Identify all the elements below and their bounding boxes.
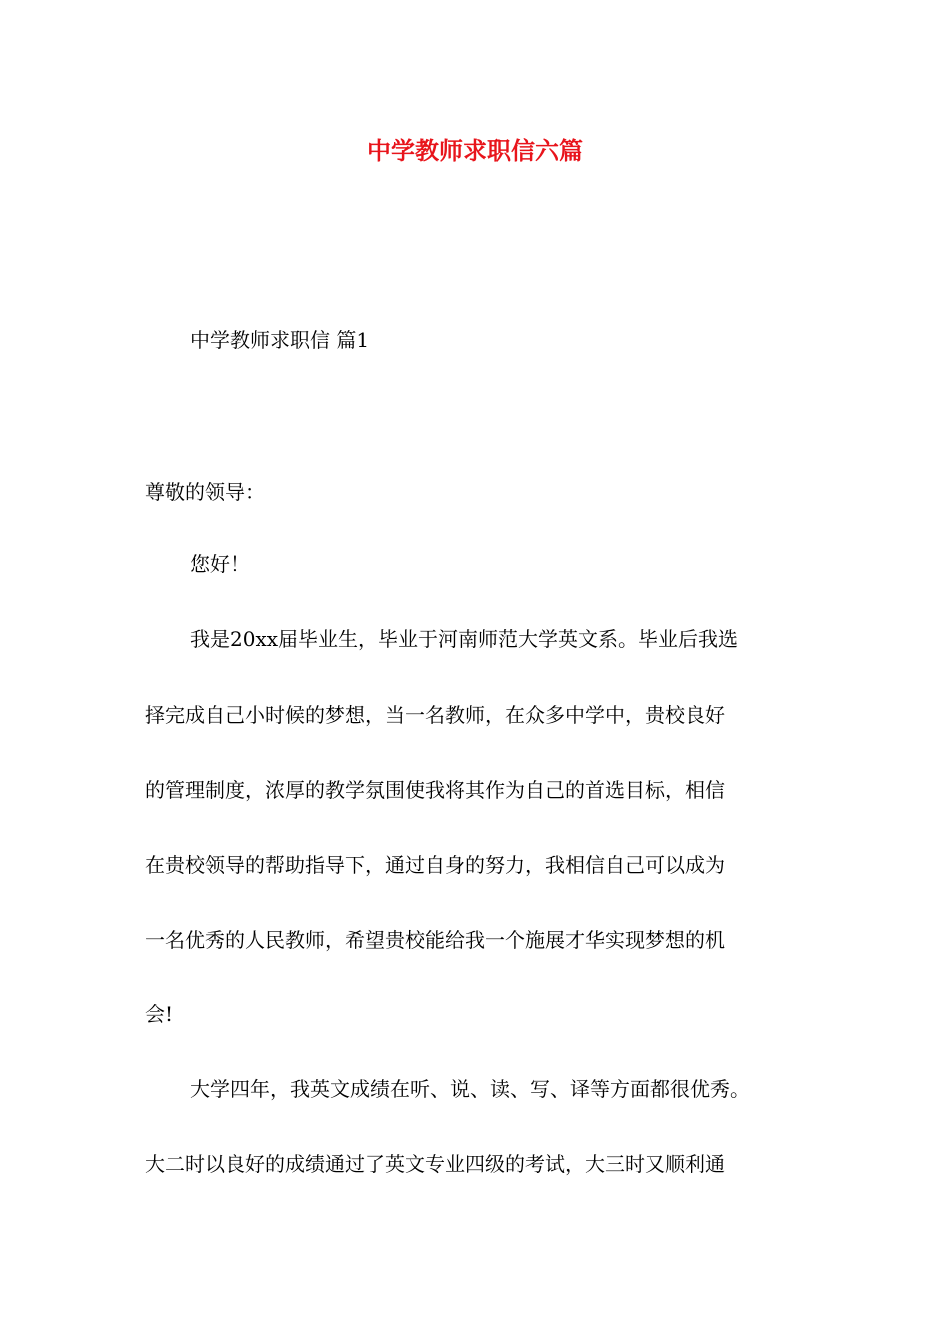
paragraph-line: 大学四年，我英文成绩在听、说、读、写、译等方面都很优秀。	[190, 1077, 750, 1101]
greeting: 您好！	[190, 552, 250, 576]
paragraph-line: 的管理制度，浓厚的教学氛围使我将其作为自己的首选目标，相信	[145, 778, 725, 802]
paragraph-line: 在贵校领导的帮助指导下，通过自身的努力，我相信自己可以成为	[145, 853, 725, 877]
salutation: 尊敬的领导：	[145, 480, 265, 504]
paragraph-line: 我是20xx届毕业生，毕业于河南师范大学英文系。毕业后我选	[190, 627, 739, 651]
paragraph-line: 大二时以良好的成绩通过了英文专业四级的考试，大三时又顺利通	[145, 1152, 725, 1176]
paragraph-line: 一名优秀的人民教师，希望贵校能给我一个施展才华实现梦想的机	[145, 928, 725, 952]
section-heading: 中学教师求职信 篇1	[190, 328, 370, 352]
paragraph-line: 会!	[145, 1002, 174, 1026]
paragraph-line: 择完成自己小时候的梦想，当一名教师，在众多中学中，贵校良好	[145, 703, 725, 727]
document-title: 中学教师求职信六篇	[367, 137, 583, 165]
